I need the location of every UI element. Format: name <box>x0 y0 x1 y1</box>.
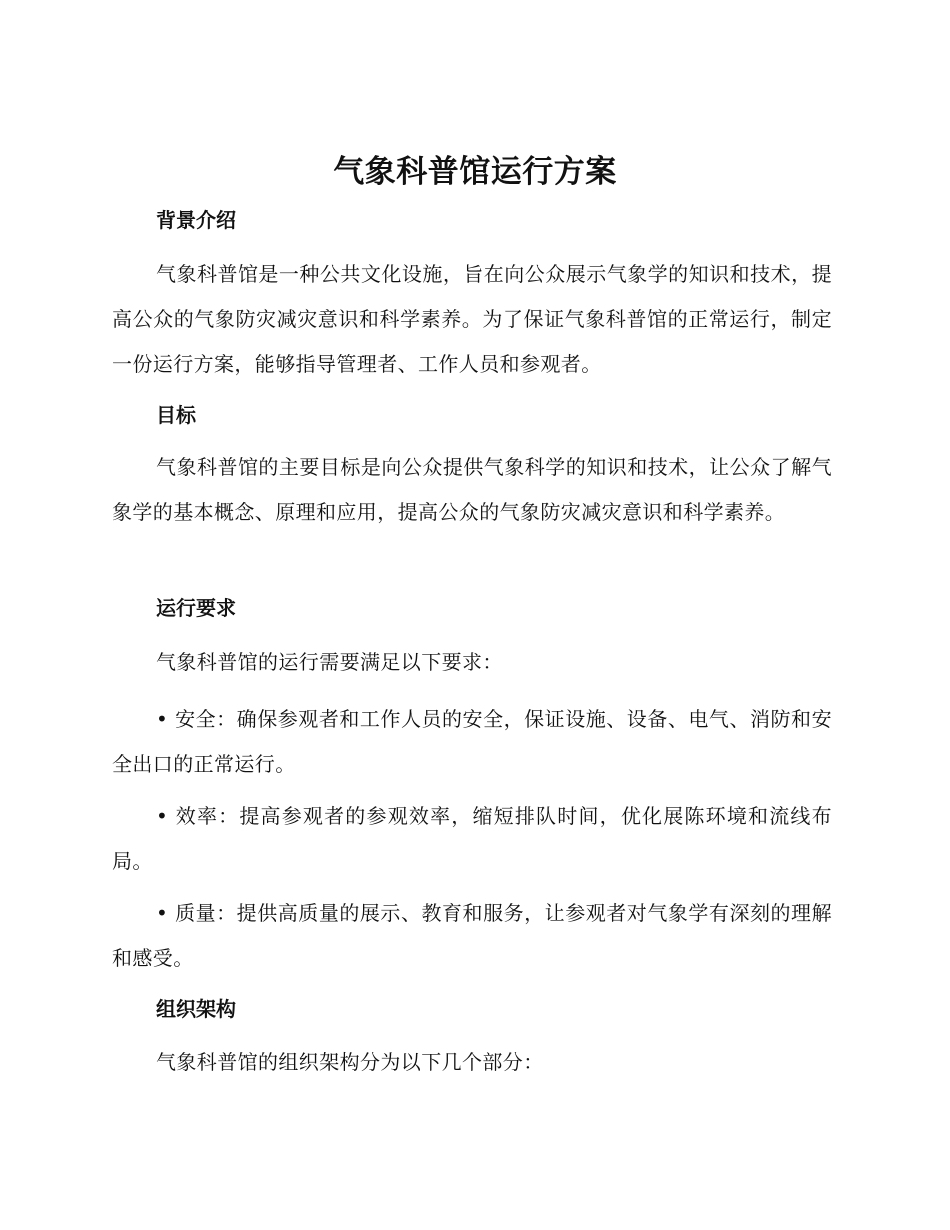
paragraph-requirements-intro: 气象科普馆的运行需要满足以下要求： <box>156 650 503 674</box>
section-heading-requirements: 运行要求 <box>156 596 236 620</box>
section-heading-background: 背景介绍 <box>156 208 236 232</box>
paragraph-background: 气象科普馆是一种公共文化设施，旨在向公众展示气象学的知识和技术，提高公众的气象防灾减灾意识和科学素养。为了保证气象科普馆的正常运行，制定一份运行方案，能够指导管理者、工作人员和参观者。 <box>112 262 832 376</box>
document-title: 气象科普馆运行方案 <box>333 154 617 190</box>
paragraph-goal: 气象科普馆的主要目标是向公众提供气象科学的知识和技术，让公众了解气象学的基本概念、原理和应用，提高公众的气象防灾减灾意识和科学素养。 <box>112 455 832 524</box>
list-item-efficiency: • 效率：提高参观者的参观效率，缩短排队时间，优化展陈环境和流线布局。 <box>112 804 832 873</box>
section-heading-goal: 目标 <box>156 403 196 427</box>
paragraph-organization-intro: 气象科普馆的组织架构分为以下几个部分： <box>156 1050 544 1074</box>
list-item-safety: • 安全：确保参观者和工作人员的安全，保证设施、设备、电气、消防和安全出口的正常运行。 <box>112 707 832 776</box>
list-item-quality: • 质量：提供高质量的展示、教育和服务，让参观者对气象学有深刻的理解和感受。 <box>112 901 832 970</box>
section-heading-organization: 组织架构 <box>156 997 236 1021</box>
